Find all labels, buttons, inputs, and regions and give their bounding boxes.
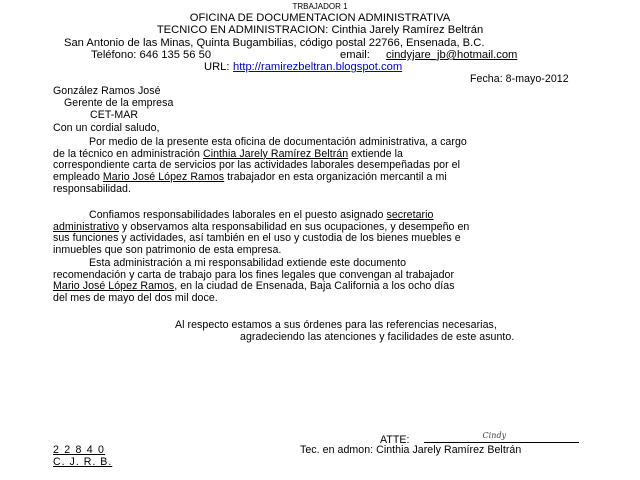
office-title: OFICINA DE DOCUMENTACION ADMINISTRATIVA — [189, 12, 451, 24]
signature-scrawl: Cindy — [482, 431, 507, 440]
url-label: URL: — [204, 61, 230, 73]
recipient-name: González Ramos José — [53, 85, 161, 97]
date-line: Fecha: 8-mayo-2012 — [470, 73, 569, 85]
p1-line-1: Por medio de la presente esta oficina de documentación administrativa, a cargo — [89, 136, 467, 148]
p3-text-end: , en la ciudad de Ensenada, Baja California a los ocho días — [174, 280, 455, 293]
phone-line: Teléfono: 646 135 56 50 — [91, 49, 212, 61]
p1-text: de la técnico en administración — [53, 147, 203, 160]
p2-text-end: y observamos alta responsabilidad en sus ocupaciones, y desempeño en — [119, 220, 470, 233]
p3-line-1: Esta administración a mi responsabilidad extiende este documento — [89, 257, 407, 269]
paragraph-1 — [53, 137, 593, 196]
technician-line: TECNICO EN ADMINISTRACION: Cinthia Jarely Ramírez Beltrán — [156, 24, 484, 36]
signer-name: Tec. en admon: Cinthia Jarely Ramírez Beltrán — [300, 444, 522, 456]
p2-text: Confiamos responsabilidades laborales en el puesto asignado — [89, 209, 387, 221]
p3-line-2: recomendación y carta de trabajo para los fines legales que convengan al trabajador — [53, 268, 455, 281]
document-label: TRBAJADOR 1 — [292, 2, 348, 11]
footer-code: 2 2 8 4 0 — [53, 444, 106, 456]
p2-line-3: sus funciones y actividades, así también en el uso y custodia de los bienes muebles e — [53, 232, 461, 245]
atte-label: ATTE: — [380, 434, 410, 446]
closing-line-1: Al respecto estamos a sus órdenes para las referencias necesarias, — [175, 319, 497, 331]
position-name: secretario — [386, 209, 434, 221]
technician-name: Cinthia Jarely Ramírez Beltrán — [203, 147, 349, 160]
employee-name-2: Mario José López Ramos — [53, 280, 175, 293]
p1-text: empleado — [53, 171, 103, 184]
url-link[interactable]: http://ramirezbeltran.blogspot.com — [233, 61, 403, 73]
recipient-company: CET-MAR — [90, 109, 139, 121]
employee-name: Mario José López Ramos — [102, 171, 225, 184]
p1-line-5: responsabilidad. — [53, 182, 131, 195]
footer-initials: C. J. R. B. — [53, 456, 113, 468]
p1-line-3: correspondiente carta de servicios por las actividades laborales desempeñadas por el — [53, 159, 460, 172]
email-link[interactable]: cindyjare_jb@hotmail.com — [386, 49, 518, 61]
p1-text-end: trabajador en esta organización mercantil a mi — [224, 171, 447, 184]
recipient-title: Gerente de la empresa — [64, 97, 174, 109]
paragraph-2 — [53, 210, 593, 257]
p3-line-4: del mes de mayo del dos mil doce. — [53, 292, 218, 305]
p1-text-end: extiende la — [348, 147, 403, 160]
closing-line-2: agradeciendo las atenciones y facilidades de este asunto. — [240, 331, 515, 343]
greeting: Con un cordial saludo, — [53, 122, 160, 134]
p2-line-4: inmuebles que son patrimonio de esta empresa. — [53, 244, 282, 257]
email-label: email: — [340, 49, 370, 61]
position-name-cont: administrativo — [53, 220, 120, 233]
paragraph-3 — [53, 258, 593, 305]
p1-line-4 — [53, 172, 593, 184]
address-line: San Antonio de las Minas, Quinta Bugambilias, código postal 22766, Ensenada, B.C. — [64, 37, 485, 49]
signature-line — [424, 432, 579, 443]
